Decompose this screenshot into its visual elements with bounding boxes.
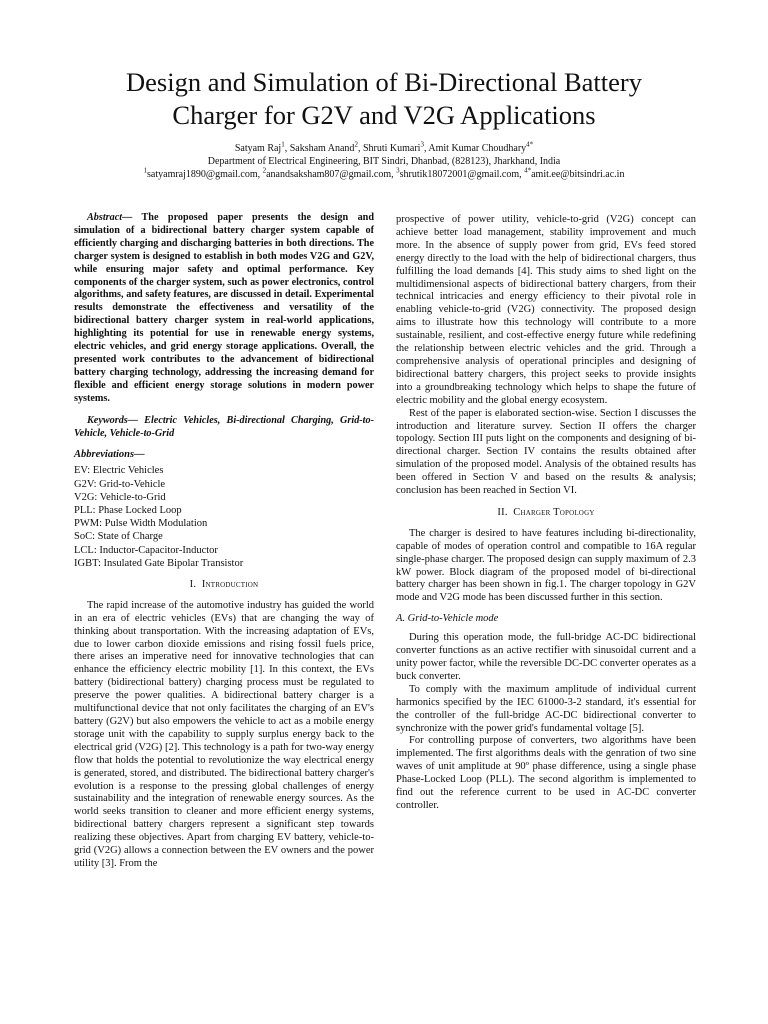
section-heading-introduction: I. Introduction <box>189 578 259 590</box>
list-item: IGBT: Insulated Gate Bipolar Transistor <box>74 557 244 569</box>
author-name: Shruti Kumari <box>362 143 421 154</box>
author-emails: $^1$satyamraj1890@gmail.com, $^2$anandsaksham807@gmail.com, $^3$shrutik18072001@gmail.com, $^{4*}$amit.ee@bitsindri.ac.in <box>143 166 625 180</box>
abbreviations-list <box>74 464 374 570</box>
author-names: Satyam Raj$^1$, Saksham Anand$^2$, Shruti Kumari$^3$, Amit Kumar Choudhary$^{4*}$ <box>234 140 534 154</box>
g2v-paragraph-3: For controlling purpose of converters, two algorithms have been implemented. The first algorithms deals with the genration of two sine waves of unit amplitude at 90º phase difference, using a single phase Phase-Locked Loop (PLL). The second algorithm is implemented to find out the reference current to be used in AC-DC converter controller. <box>396 735 696 811</box>
keywords: Keywords— Electric Vehicles, Bi-directional Charging, Grid-to-Vehicle, Vehicle-to-Grid <box>74 414 374 439</box>
paper-title <box>40 66 728 132</box>
right-column <box>396 214 696 813</box>
list-item: PWM: Pulse Width Modulation <box>74 518 208 530</box>
affiliation: Department of Electrical Engineering, BIT Sindri, Dhanbad, (828123), Jharkhand, India <box>207 156 561 167</box>
list-item: PLL: Phase Locked Loop <box>74 504 182 516</box>
subsection-heading-g2v: A. Grid-to-Vehicle mode <box>396 613 499 625</box>
email: amit.ee@bitsindri.ac.in <box>531 169 625 180</box>
intro-paragraph-2: Rest of the paper is elaborated section-wise. Section I discusses the introduction and literature survey. Section II offers the charger topology. Section III puts light on the components and designing of bi-directional charger. Section IV contains the results obtained after simulation of the proposed model. Analysis of the obtained results has been offered in Section V and based on the results & analysis; conclusion has been reached in Section VI. <box>396 407 696 497</box>
abbreviations-heading: Abbreviations— <box>74 449 145 461</box>
author-name: Satyam Raj <box>234 143 282 154</box>
email: satyamraj1890@gmail.com, <box>147 169 263 180</box>
abstract-text: The proposed paper presents the design and simulation of a bidirectional battery charger system capable of efficiently charging and discharging batteries in both directions. The charger system is designed to establish in both modes V2G and G2V, while ensuring major safety and optimal performance. Key components of the charger system, such as power electronics, control algorithms, and safety features, are discussed in detail. Experimental results demonstrate the effectiveness and versatility of the bidirectional battery charger system in real-world applications, highlighting its potential for use in renewable energy systems, electric vehicles, and grid energy storage applications. Overall, the presented work contributes to the advancement of bidirectional battery charging technology, addressing the increasing demand for flexible and efficient energy storage solutions in modern power systems. <box>74 212 374 404</box>
abstract-lead: Abstract— <box>87 212 133 223</box>
list-item: EV: Electric Vehicles <box>74 465 164 477</box>
g2v-paragraph-2: To comply with the maximum amplitude of individual current harmonics specified by the IEC 61000-3-2 standard, it's essential for the controller of the full-bridge AC-DC bidirectional converter to synchronize with the power grid's fundamental voltage [5]. <box>396 683 696 734</box>
g2v-paragraph-1: During this operation mode, the full-bridge AC-DC bidirectional converter functions as an active rectifier with sinusoidal current and a unity power factor, while the reversible DC-DC converter operates as a buck converter. <box>396 632 696 682</box>
list-item: V2G: Vehicle-to-Grid <box>74 491 166 503</box>
email: anandsaksham807@gmail.com, <box>266 169 397 180</box>
section-heading-topology: II. Charger Topology <box>497 506 595 518</box>
email: shrutik18072001@gmail.com, <box>399 169 525 180</box>
author-name: Saksham Anand <box>289 143 355 154</box>
abstract <box>74 212 374 406</box>
title-line-1: Design and Simulation of Bi-Directional Battery <box>126 67 642 97</box>
topology-paragraph-1: The charger is desired to have features including bi-directionality, capable of modes of operation control and compatible to 16A regular single-phase charger. The proposed design can supply maximum of 2.3 kW power. Block diagram of the proposed model of bi-directional battery charger has been shown in fig.1. The charger topology in G2V mode and V2G mode has been discussed further in this section. <box>396 527 696 604</box>
list-item: SoC: State of Charge <box>74 531 163 543</box>
list-item: LCL: Inductor-Capacitor-Inductor <box>74 544 218 556</box>
intro-paragraph-1-continued: prospective of power utility, vehicle-to-grid (V2G) concept can achieve better load management, stability improvement and much more. In the absence of supply power from grid, EVs feed stored energy directly to the load with the help of bidirectional chargers, thus fulfilling the load demands [4]. This study aims to shed light on the multidimensional aspects of bidirectional battery chargers, from their technical intricacies and energy efficiency to their pivotal role in enabling vehicle-to-grid (V2G) connectivity. The proposed design aims to illustrate how this technology will contribute to a more sustainable, resilient, and cost-effective energy future while redefining the relationship between electric vehicles and the grid. Through a comprehensive analysis of operational principles and designing of bidirectional battery chargers, this project seeks to provide insights into a groundbreaking technology which helps to shape the future of electric mobility and the global energy ecosystem. <box>396 214 696 406</box>
author-name: Amit Kumar Choudhary <box>428 143 527 154</box>
author-block <box>40 142 728 181</box>
list-item: G2V: Grid-to-Vehicle <box>74 478 166 490</box>
intro-paragraph-1: The rapid increase of the automotive industry has guided the world in an era of electric vehicles (EVs) that are changing the way of thinking about transportation. With the increasing adaptation of EVs, due to lower carbon dioxide emissions and rising fossil fuels price, there arises an imperative need for innovative technologies that can enhance the efficiency electric mobility [1]. In this context, the EVs battery (bidirectional battery) charging process must be regulated to preserve the power qualities. A bidirectional battery charger is a multifunctional device that not only facilitates the charging of an EV's battery (G2V) but also empowers the vehicle to act as a mobile energy storage unit with the capability to supply surplus energy back to the electrical grid (V2G) [2]. This technology is a path for two-way energy flow that holds the potential to revolutionize the way electrical energy is generated, stored, and distributed. The bidirectional battery charger's evolution is a response to the pressing global challenges of energy sustainability and the integration of renewable energy sources. As the world seeks transition to cleaner and more efficient energy systems, bidirectional battery chargers represent a significant step towards realizing these objectives. Apart from charging EV battery, vehicle-to-grid (V2G) allows a connection between the EV owners and the power utility [3]. From the <box>74 599 374 869</box>
left-column <box>74 212 374 871</box>
title-line-2: Charger for G2V and V2G Applications <box>172 100 596 130</box>
